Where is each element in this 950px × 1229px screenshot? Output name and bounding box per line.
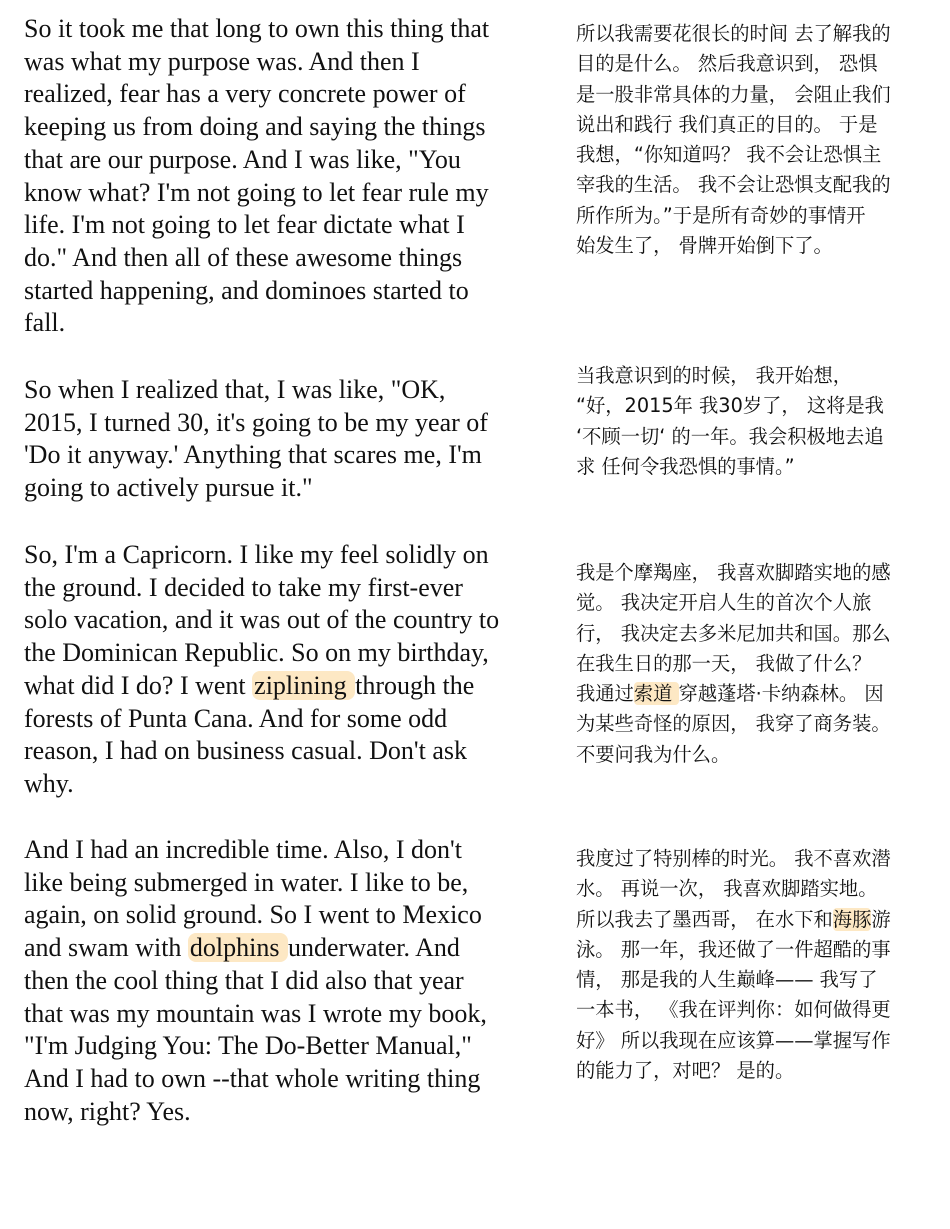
chinese-text-segment: 穿越蓬塔·卡纳森林。 因 为某些奇怪的原因， 我穿了商务装。 不要问我为什么。 bbox=[576, 682, 891, 766]
chinese-text-segment: 我是个摩羯座， 我喜欢脚踏实地的感 觉。 我决定开启人生的首次个人旅 行， 我决定去多米尼加共和国。那么 在我生日的那一天， 我做了什么？ 我通过 bbox=[576, 561, 891, 706]
highlighted-word-suodao[interactable]: 索道 bbox=[633, 682, 679, 706]
english-paragraph-2: So when I realized that, I was like, "OK, 2015, I turned 30, it's going to be my year of 'Do it anyway.' Anything that scares me, I'm going to actively pursue it." bbox=[24, 375, 488, 503]
chinese-text-segment: 我度过了特别棒的时光。 我不喜欢潜 水。 再说一次， 我喜欢脚踏实地。 所以我去了墨西哥， 在水下和 bbox=[576, 847, 891, 931]
english-text-segment: underwater. And then the cool thing that I did also that year that was my mountain was I wrote my book, "I'm Judging You: The Do-Better Manual," And I had to own --that whole writing thing now, right? Yes. bbox=[24, 933, 487, 1126]
english-text-segment: through the forests of Punta Cana. And for some odd reason, I had on business casual. Don't ask why. bbox=[24, 670, 475, 798]
chinese-paragraph-2: 当我意识到的时候， 我开始想， “好，2015年 我30岁了， 这将是我 ‘不顾一切‘ 的一年。我会积极地去追 求 任何令我恐惧的事情。” bbox=[576, 364, 884, 478]
chinese-paragraph-3 bbox=[576, 558, 932, 770]
highlighted-word-haitun[interactable]: 海豚 bbox=[832, 907, 872, 931]
chinese-paragraph-1: 所以我需要花很长的时间 去了解我的 目的是什么。 然后我意识到， 恐惧 是一股非常具体的力量， 会阻止我们 说出和践行 我们真正的目的。 于是 我想，“你知道吗？ 我不会让恐惧主 宰我的生活。 我不会让恐惧支配我的 所作所为。”于是所有奇妙的事情开 始发生了， 骨牌开始倒下了。 bbox=[576, 22, 891, 258]
chinese-text-segment: 游 泳。 那一年，我还做了一件超酷的事 情， 那是我的人生巅峰—— 我写了 一本书， 《我在评判你：如何做得更 好》 所以我现在应该算——掌握写作 的能力了，对吧？ 是的。 bbox=[576, 907, 891, 1083]
english-paragraph-3 bbox=[24, 539, 554, 801]
highlighted-word-dolphins[interactable]: dolphins bbox=[189, 933, 286, 963]
highlighted-word-ziplining[interactable]: ziplining bbox=[254, 670, 354, 700]
english-text-segment: So, I'm a Capricorn. I like my feel solidly on the ground. I decided to take my first-ever solo vacation, and it was out of the country to the Dominican Republic. So on my birthday, what did I do? I went bbox=[24, 540, 500, 700]
english-paragraph-1: So it took me that long to own this thing that was what my purpose was. And then I realized, fear has a very concrete power of keeping us from doing and saying the things that are our purpose. And I was like, "You know what? I'm not going to let fear rule my life. I'm not going to let fear dictate what I do." And then all of these awesome things started happening, and dominoes started to fall. bbox=[24, 14, 490, 338]
english-paragraph-4 bbox=[24, 834, 554, 1128]
chinese-paragraph-4 bbox=[576, 844, 932, 1086]
english-text-segment: And I had an incredible time. Also, I don't like being submerged in water. I like to be, again, on solid ground. So I went to Mexico and swam with bbox=[24, 835, 482, 963]
